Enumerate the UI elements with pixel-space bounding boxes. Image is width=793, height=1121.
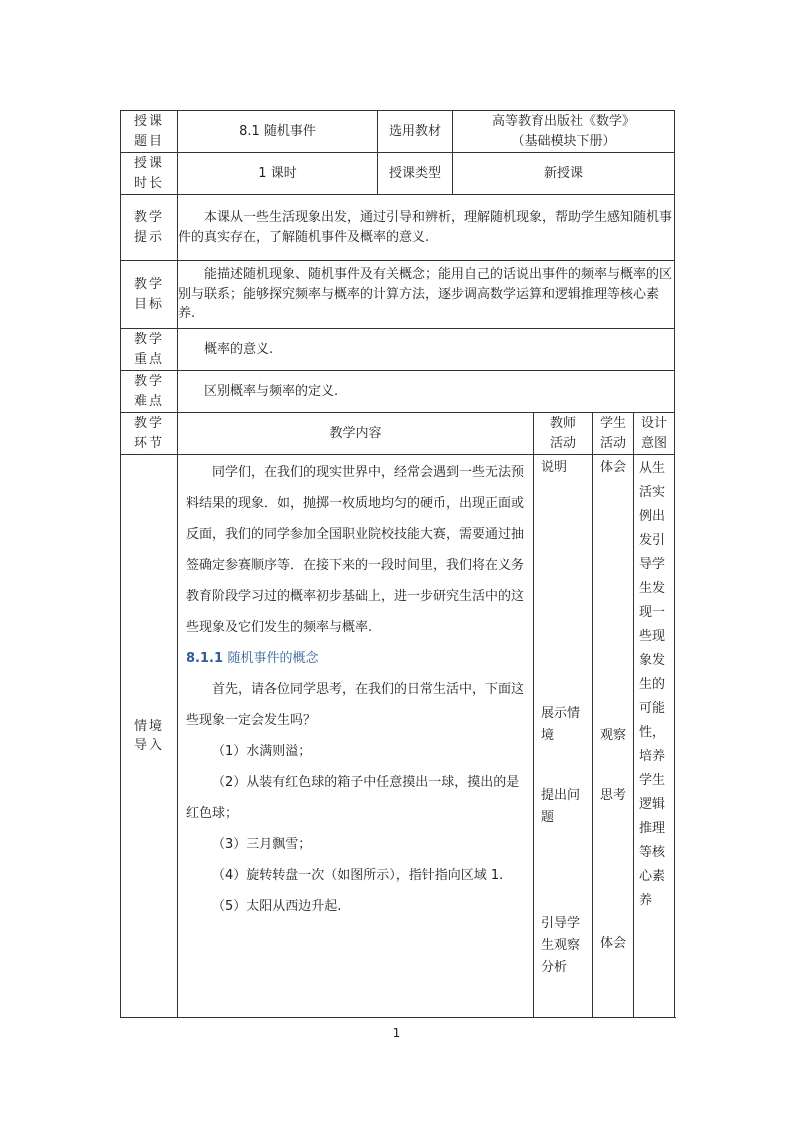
hint-text: 本课从一些生活现象出发，通过引导和辨析，理解随机现象，帮助学生感知随机事件的真实存在，了解随机事件及概率的意义. xyxy=(178,195,675,261)
list-item: （3）三月飘雪； xyxy=(212,837,312,852)
duration-label: 授课时长 xyxy=(134,156,165,191)
lesson-plan-table xyxy=(120,110,675,1018)
hint-label: 教学提示 xyxy=(134,210,165,245)
design-intent-header-cell xyxy=(634,413,675,455)
goal-label: 教学目标 xyxy=(134,277,165,312)
duration-label-cell xyxy=(121,153,178,195)
teacher-activity-cell xyxy=(534,455,593,1018)
list-item: （5）太阳从西边升起. xyxy=(212,899,342,914)
hint-row xyxy=(121,195,675,261)
list-item: （1）水满则溢； xyxy=(212,744,312,759)
duration-value: 1 课时 xyxy=(178,153,378,195)
teacher-activity-item: 展示情境 xyxy=(541,706,581,743)
page-number: 1 xyxy=(392,1026,401,1040)
lesson-type-label: 授课类型 xyxy=(378,153,453,195)
design-intent-header: 设计意图 xyxy=(641,416,668,451)
title-label: 授课题目 xyxy=(134,114,165,149)
lesson-content-cell xyxy=(178,455,534,1018)
hint-label-cell xyxy=(121,195,178,261)
title-value: 8.1 随机事件 xyxy=(178,111,378,153)
main-content-row xyxy=(121,455,675,1018)
stage-intro-label-cell xyxy=(121,455,178,1018)
list-item: （2）从装有红色球的箱子中任意摸出一球，摸出的是红色球； xyxy=(186,775,520,821)
goal-row xyxy=(121,261,675,329)
stage-intro-label: 情境导入 xyxy=(134,718,165,753)
textbook-value-line1: 高等教育出版社《数学》 xyxy=(492,114,636,129)
teacher-activity-item: 提出问题 xyxy=(541,788,581,825)
teacher-activity-header: 教师活动 xyxy=(549,416,576,451)
difficulty-text: 区别概率与频率的定义. xyxy=(178,371,675,413)
textbook-label: 选用教材 xyxy=(378,111,453,153)
title-label-cell xyxy=(121,111,178,153)
goal-label-cell xyxy=(121,261,178,329)
difficulty-label-cell xyxy=(121,371,178,413)
title-row xyxy=(121,111,675,153)
intro-paragraph: 同学们，在我们的现实世界中，经常会遇到一些无法预料结果的现象．如，抛掷一枚质地均匀的硬币，出现正面或反面，我们的同学参加全国职业院校技能大赛，需要通过抽签确定参赛顺序等．在接下来的一段时间里，我们将在义务教育阶段学习过的概率初步基础上，进一步研究生活中的这些现象及它们发生的频率与概率. xyxy=(186,465,525,635)
key-point-label: 教学重点 xyxy=(134,332,165,367)
section-header-row xyxy=(121,413,675,455)
student-activity-header: 学生活动 xyxy=(599,416,626,451)
student-activity-item: 思考 xyxy=(600,788,627,803)
student-activity-header-cell xyxy=(593,413,634,455)
subsection-heading xyxy=(186,643,527,674)
key-point-row xyxy=(121,329,675,371)
textbook-value-cell xyxy=(453,111,675,153)
key-point-label-cell xyxy=(121,329,178,371)
design-intent-text: 从生活实例出发引导学生发现一些现象发生的可能性，培养学生逻辑推理等核心素养 xyxy=(639,461,666,908)
key-point-text: 概率的意义. xyxy=(178,329,675,371)
goal-text: 能描述随机现象、随机事件及有关概念；能用自己的话说出事件的频率与概率的区别与联系；能够探究频率与概率的计算方法，逐步调高数学运算和逻辑推理等核心素养. xyxy=(178,261,675,329)
stage-label: 教学环节 xyxy=(134,416,165,451)
difficulty-label: 教学难点 xyxy=(134,374,165,409)
content-header: 教学内容 xyxy=(178,413,534,455)
student-activity-item: 观察 xyxy=(600,728,627,743)
question-paragraph: 首先，请各位同学思考，在我们的日常生活中，下面这些现象一定会发生吗？ xyxy=(186,682,525,728)
student-activity-cell xyxy=(593,455,634,1018)
lesson-type-value: 新授课 xyxy=(453,153,675,195)
textbook-value-line2: （基础模块下册） xyxy=(511,133,616,149)
student-activity-item: 体会 xyxy=(600,936,627,951)
subsection-number: 8.1.1 xyxy=(186,651,224,666)
teacher-activity-item: 引导学生观察分析 xyxy=(541,916,581,975)
teacher-activity-header-cell xyxy=(534,413,593,455)
list-item: （4）旋转转盘一次（如图所示），指针指向区域 1. xyxy=(212,868,504,883)
student-activity-item: 体会 xyxy=(600,460,627,475)
subsection-title: 随机事件的概念 xyxy=(227,651,319,666)
design-intent-cell xyxy=(634,455,675,1018)
difficulty-row xyxy=(121,371,675,413)
stage-label-cell xyxy=(121,413,178,455)
teacher-activity-item: 说明 xyxy=(541,460,568,475)
duration-row xyxy=(121,153,675,195)
